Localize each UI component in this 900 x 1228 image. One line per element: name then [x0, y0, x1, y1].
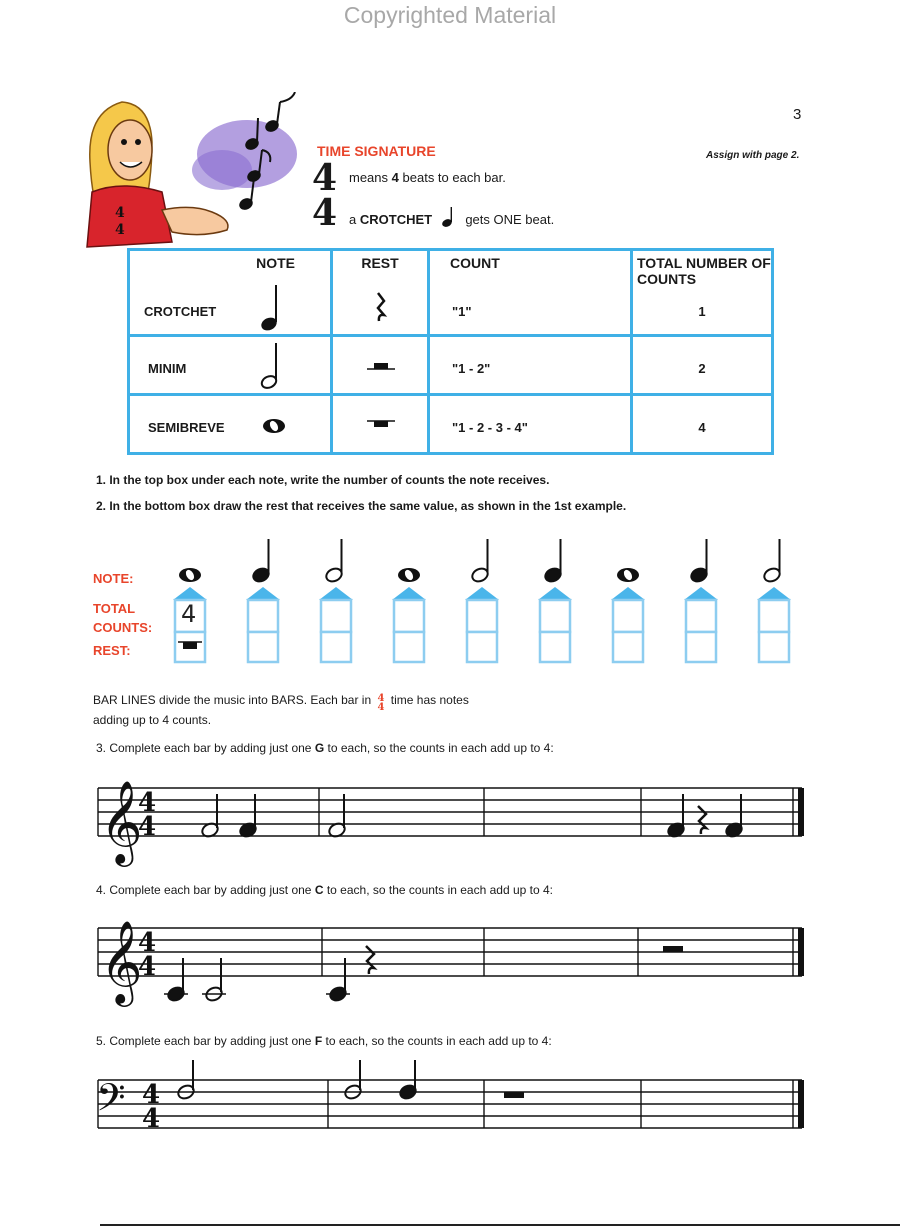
svg-text:4: 4 — [138, 952, 157, 982]
total-semibreve: 4 — [698, 420, 706, 436]
bar-lines-text: BAR LINES divide the music into BARS. Each bar in 4 4 time has notes — [93, 693, 469, 713]
instruction-2: 2. In the bottom box draw the rest that receives the same value, as shown in the 1st example. — [96, 499, 627, 513]
rest-box-6[interactable] — [540, 632, 570, 662]
semibreve-count-cell — [429, 395, 632, 454]
exercise-arrow-2 — [246, 587, 280, 600]
total-count-box-4[interactable] — [394, 600, 424, 632]
rest-box-7[interactable] — [613, 632, 643, 662]
assign-note: Assign with page 2. — [706, 150, 800, 161]
staff-instruction-3: 3. Complete each bar by adding just one G to each, so the counts in each add up to 4: — [96, 741, 554, 755]
svg-text:4: 4 — [138, 788, 157, 818]
exercise-note-7-semibreve — [617, 568, 639, 582]
example-semibreve-rest — [183, 642, 197, 649]
cartoon-illustration — [82, 92, 312, 252]
note-values-table — [127, 248, 774, 455]
total-count-box-8[interactable] — [686, 600, 716, 632]
exercise-grid — [160, 530, 840, 670]
total-count-box-6[interactable] — [540, 600, 570, 632]
staff-treble-g — [90, 760, 810, 880]
svg-text:4: 4 — [142, 1080, 161, 1110]
minim-total-cell — [632, 336, 773, 395]
rest-box-4[interactable] — [394, 632, 424, 662]
crotchet-rest-icon — [373, 291, 389, 325]
crotchet-note-cell — [129, 250, 332, 336]
total-count-box-2[interactable] — [248, 600, 278, 632]
exercise-arrow-1 — [173, 587, 207, 600]
time-sig-line-2: a CROTCHET gets ONE beat. — [349, 206, 554, 228]
rest-box-9[interactable] — [759, 632, 789, 662]
header-total: TOTAL NUMBER OF COUNTS — [637, 255, 771, 287]
exercise-arrow-6 — [538, 587, 572, 600]
header-count: COUNT — [450, 255, 500, 271]
exercise-note-9-minim — [762, 539, 782, 584]
minim-rest-icon — [365, 361, 397, 373]
crotchet-note-icon — [258, 283, 284, 333]
bass-clef-icon: 𝄢 — [96, 1075, 126, 1129]
crotchet-icon — [440, 206, 458, 228]
crotchet-rest-cell — [332, 250, 429, 336]
time-sig-line-1: means 4 beats to each bar. — [349, 170, 506, 185]
svg-text:4: 4 — [138, 812, 157, 842]
exercise-note-4-semibreve — [398, 568, 420, 582]
page-number: 3 — [793, 106, 802, 123]
exercise-note-5-minim — [470, 539, 490, 584]
count-crotchet: "1" — [452, 304, 472, 319]
instruction-1: 1. In the top box under each note, write the number of counts the note receives. — [96, 473, 550, 487]
total-minim: 2 — [698, 361, 706, 377]
example-count-answer: 4 — [181, 600, 197, 628]
time-signature-title: TIME SIGNATURE — [317, 143, 436, 159]
rest-box-8[interactable] — [686, 632, 716, 662]
note-label: NOTE: — [93, 571, 134, 586]
rest-box-5[interactable] — [467, 632, 497, 662]
svg-text:4: 4 — [115, 205, 125, 221]
minim-note-cell — [129, 336, 332, 395]
minim-rest-cell — [332, 336, 429, 395]
count-minim: "1 - 2" — [452, 361, 491, 377]
row-name-semibreve: SEMIBREVE — [148, 420, 225, 436]
total-count-box-9[interactable] — [759, 600, 789, 632]
exercise-arrow-4 — [392, 587, 426, 600]
time-signature-bottom: 4 — [312, 192, 338, 234]
count-semibreve: "1 - 2 - 3 - 4" — [452, 420, 528, 436]
minim-note-icon — [258, 341, 284, 391]
total-count-box-7[interactable] — [613, 600, 643, 632]
total-crotchet: 1 — [698, 304, 706, 319]
time-signature-top: 4 — [312, 157, 338, 199]
crotchet-count-cell — [429, 250, 632, 336]
exercise-note-6-crotchet — [543, 539, 563, 584]
semibreve-note-icon — [260, 416, 288, 436]
page-bottom-border — [100, 1224, 900, 1226]
bar-lines-text-2: adding up to 4 counts. — [93, 713, 212, 727]
exercise-note-3-minim — [324, 539, 344, 584]
semibreve-total-cell — [632, 395, 773, 454]
svg-text:4: 4 — [115, 222, 125, 238]
treble-clef-icon: 𝄞 — [100, 779, 143, 863]
semibreve-note-cell — [129, 395, 332, 454]
rest-box-2[interactable] — [248, 632, 278, 662]
total-count-box-3[interactable] — [321, 600, 351, 632]
row-name-crotchet: CROTCHET — [144, 304, 217, 319]
exercise-arrow-5 — [465, 587, 499, 600]
semibreve-rest-icon — [365, 418, 397, 430]
treble-clef-icon-2: 𝄞 — [100, 919, 143, 1003]
copyright-watermark: Copyrighted Material — [343, 2, 557, 28]
semibreve-rest-cell — [332, 395, 429, 454]
staff-instruction-5: 5. Complete each bar by adding just one F to each, so the counts in each add up to 4: — [96, 1034, 552, 1048]
staff-treble-c — [90, 900, 810, 1020]
header-rest: REST — [361, 255, 399, 271]
crotchet-total-cell — [632, 250, 773, 336]
svg-text:4: 4 — [142, 1104, 161, 1134]
exercise-arrow-7 — [611, 587, 645, 600]
staff-instruction-4: 4. Complete each bar by adding just one C to each, so the counts in each add up to 4: — [96, 883, 554, 897]
row-name-minim: MINIM — [148, 361, 187, 377]
exercise-arrow-9 — [757, 587, 791, 600]
exercise-arrow-8 — [684, 587, 718, 600]
header-note: NOTE — [256, 255, 295, 271]
exercise-note-2-crotchet — [251, 539, 271, 584]
exercise-arrow-3 — [319, 587, 353, 600]
small-time-signature: 4 4 — [377, 693, 385, 713]
total-label-1: TOTAL — [93, 601, 136, 616]
total-count-box-5[interactable] — [467, 600, 497, 632]
total-label-2: COUNTS: — [93, 620, 153, 635]
rest-box-3[interactable] — [321, 632, 351, 662]
staff-bass-f — [90, 1060, 810, 1150]
exercise-note-1-semibreve — [179, 568, 201, 582]
exercise-note-8-crotchet — [689, 539, 709, 584]
rest-label: REST: — [93, 643, 131, 658]
minim-count-cell — [429, 336, 632, 395]
svg-text:4: 4 — [138, 928, 157, 958]
